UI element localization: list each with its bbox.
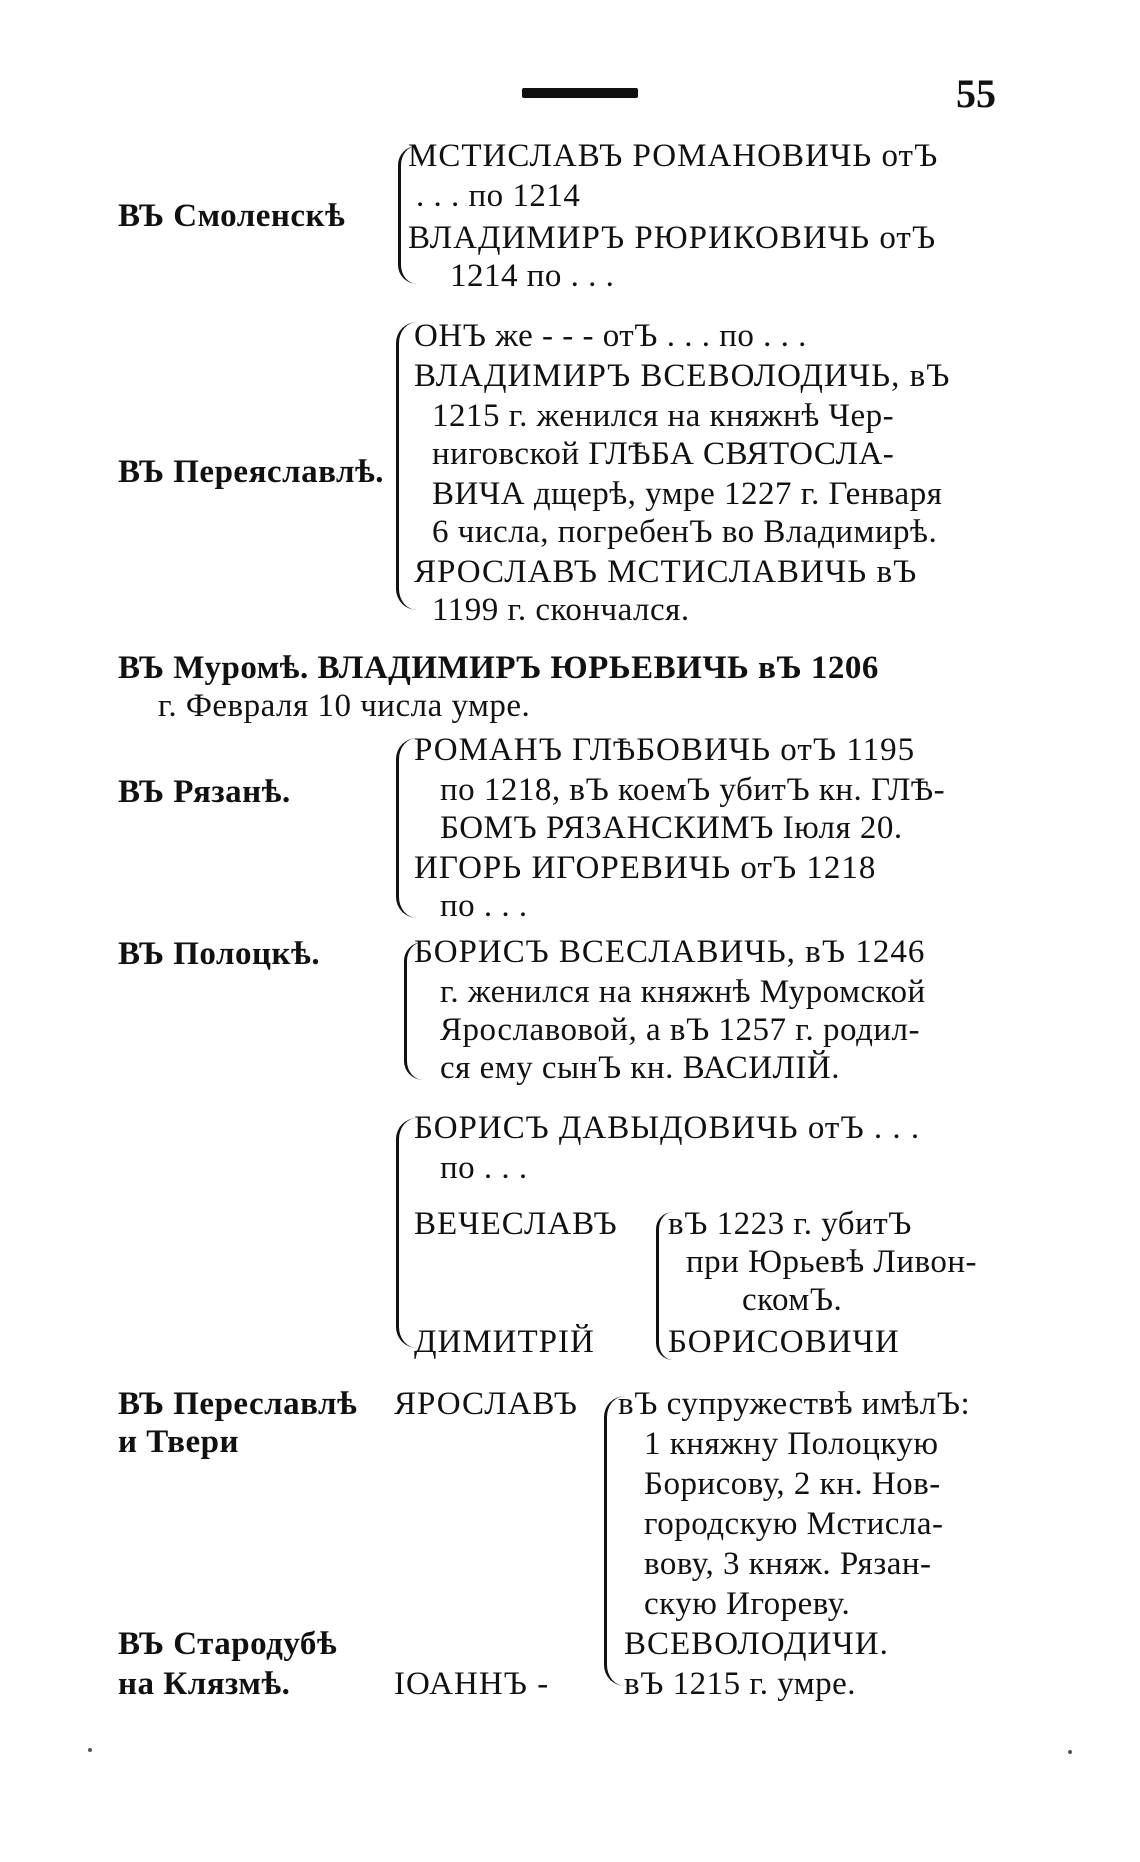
- place-pereyaslavl: ВЪ Переяславлѣ.: [118, 454, 385, 490]
- line-44: скую Игореву.: [644, 1586, 851, 1622]
- place-smolensk: ВЪ Смоленскѣ: [118, 198, 346, 234]
- line-46: ВСЕВОЛОДИЧИ.: [624, 1626, 889, 1662]
- line-20: БОМЪ РЯЗАНСКИМЪ Іюля 20.: [440, 810, 903, 846]
- line-11: ВИЧА дщерѣ, умре 1227 г. Генваря: [432, 476, 943, 512]
- line-04: ВЛАДИМИРЪ РЮРИКОВИЧЬ отЪ: [408, 220, 937, 256]
- line-42: городскую Мстисла-: [644, 1506, 944, 1542]
- place-tver: и Твери: [118, 1424, 239, 1460]
- line-31: вЪ 1223 г. убитЪ: [668, 1206, 912, 1242]
- line-05: 1214 по . . .: [450, 258, 615, 294]
- line-27: ся ему сынЪ кн. ВАСИЛІЙ.: [440, 1050, 840, 1086]
- place-ryazan: ВЪ Рязанѣ.: [118, 774, 291, 810]
- line-22: по . . .: [440, 888, 528, 924]
- place-polotsk: ВЪ Полоцкѣ.: [118, 936, 321, 972]
- print-speck: [88, 1748, 92, 1752]
- line-24: БОРИСЪ ВСЕСЛАВИЧЬ, вЪ 1246: [414, 934, 926, 970]
- line-30: ВЕЧЕСЛАВЪ: [414, 1206, 618, 1242]
- line-26: Ярославовой, а вЪ 1257 г. родил-: [440, 1012, 921, 1048]
- line-34: ДИМИТРІЙ: [414, 1324, 595, 1360]
- line-16: г. Февраля 10 числа умре.: [158, 688, 531, 724]
- line-48: ІОАННЪ -: [394, 1666, 550, 1702]
- page-number: 55: [956, 71, 996, 116]
- murom-entry: ВЪ Муромѣ. ВЛАДИМИРЪ ЮРЬЕВИЧЬ вЪ 1206: [118, 650, 879, 686]
- line-13: ЯРОСЛАВЪ МСТИСЛАВИЧЬ вЪ: [414, 554, 918, 590]
- line-49: вЪ 1215 г. умре.: [624, 1666, 857, 1702]
- line-38: вЪ супружествѣ имѣлЪ:: [618, 1386, 971, 1422]
- line-41: Борисову, 2 кн. Нов-: [644, 1466, 941, 1502]
- line-19: по 1218, вЪ коемЪ убитЪ кн. ГЛѢ-: [440, 772, 946, 808]
- line-09: ниговской ГЛѢБА СВЯТОСЛА-: [432, 436, 895, 472]
- place-klyazma: на Клязмѣ.: [118, 1666, 291, 1702]
- line-40: 1 княжну Полоцкую: [644, 1426, 939, 1462]
- line-43: вову, 3 княж. Рязан-: [644, 1546, 932, 1582]
- line-14: 1199 г. скончался.: [432, 592, 690, 628]
- line-25: г. женился на княжнѣ Муромской: [440, 974, 926, 1010]
- line-32: при Юрьевѣ Ливон-: [686, 1244, 977, 1280]
- line-02: . . . по 1214: [416, 178, 581, 214]
- line-17: РОМАНЪ ГЛѢБОВИЧЬ отЪ 1195: [414, 732, 916, 768]
- place-starodub: ВЪ Стародубѣ: [118, 1626, 338, 1662]
- line-06: ОНЪ же - - - отЪ . . . по . . .: [414, 318, 807, 354]
- brace-yaroslav: [604, 1396, 625, 1686]
- header-rule: [522, 88, 638, 98]
- line-07: ВЛАДИМИРЪ ВСЕВОЛОДИЧЬ, вЪ: [414, 358, 951, 394]
- place-pereslavl: ВЪ Переславлѣ: [118, 1386, 358, 1422]
- line-37: ЯРОСЛАВЪ: [394, 1386, 578, 1422]
- print-speck: [1068, 1750, 1072, 1754]
- line-33: скомЪ.: [742, 1282, 843, 1318]
- line-01: МСТИСЛАВЪ РОМАНОВИЧЬ отЪ: [408, 138, 939, 174]
- line-29: по . . .: [440, 1150, 528, 1186]
- line-12: 6 числа, погребенЪ во Владимирѣ.: [432, 514, 938, 550]
- line-08: 1215 г. женился на княжнѣ Чер-: [432, 398, 895, 434]
- line-21: ИГОРЬ ИГОРЕВИЧЬ отЪ 1218: [414, 850, 877, 886]
- line-35: БОРИСОВИЧИ: [668, 1324, 900, 1360]
- line-28: БОРИСЪ ДАВЫДОВИЧЬ отЪ . . .: [414, 1110, 921, 1146]
